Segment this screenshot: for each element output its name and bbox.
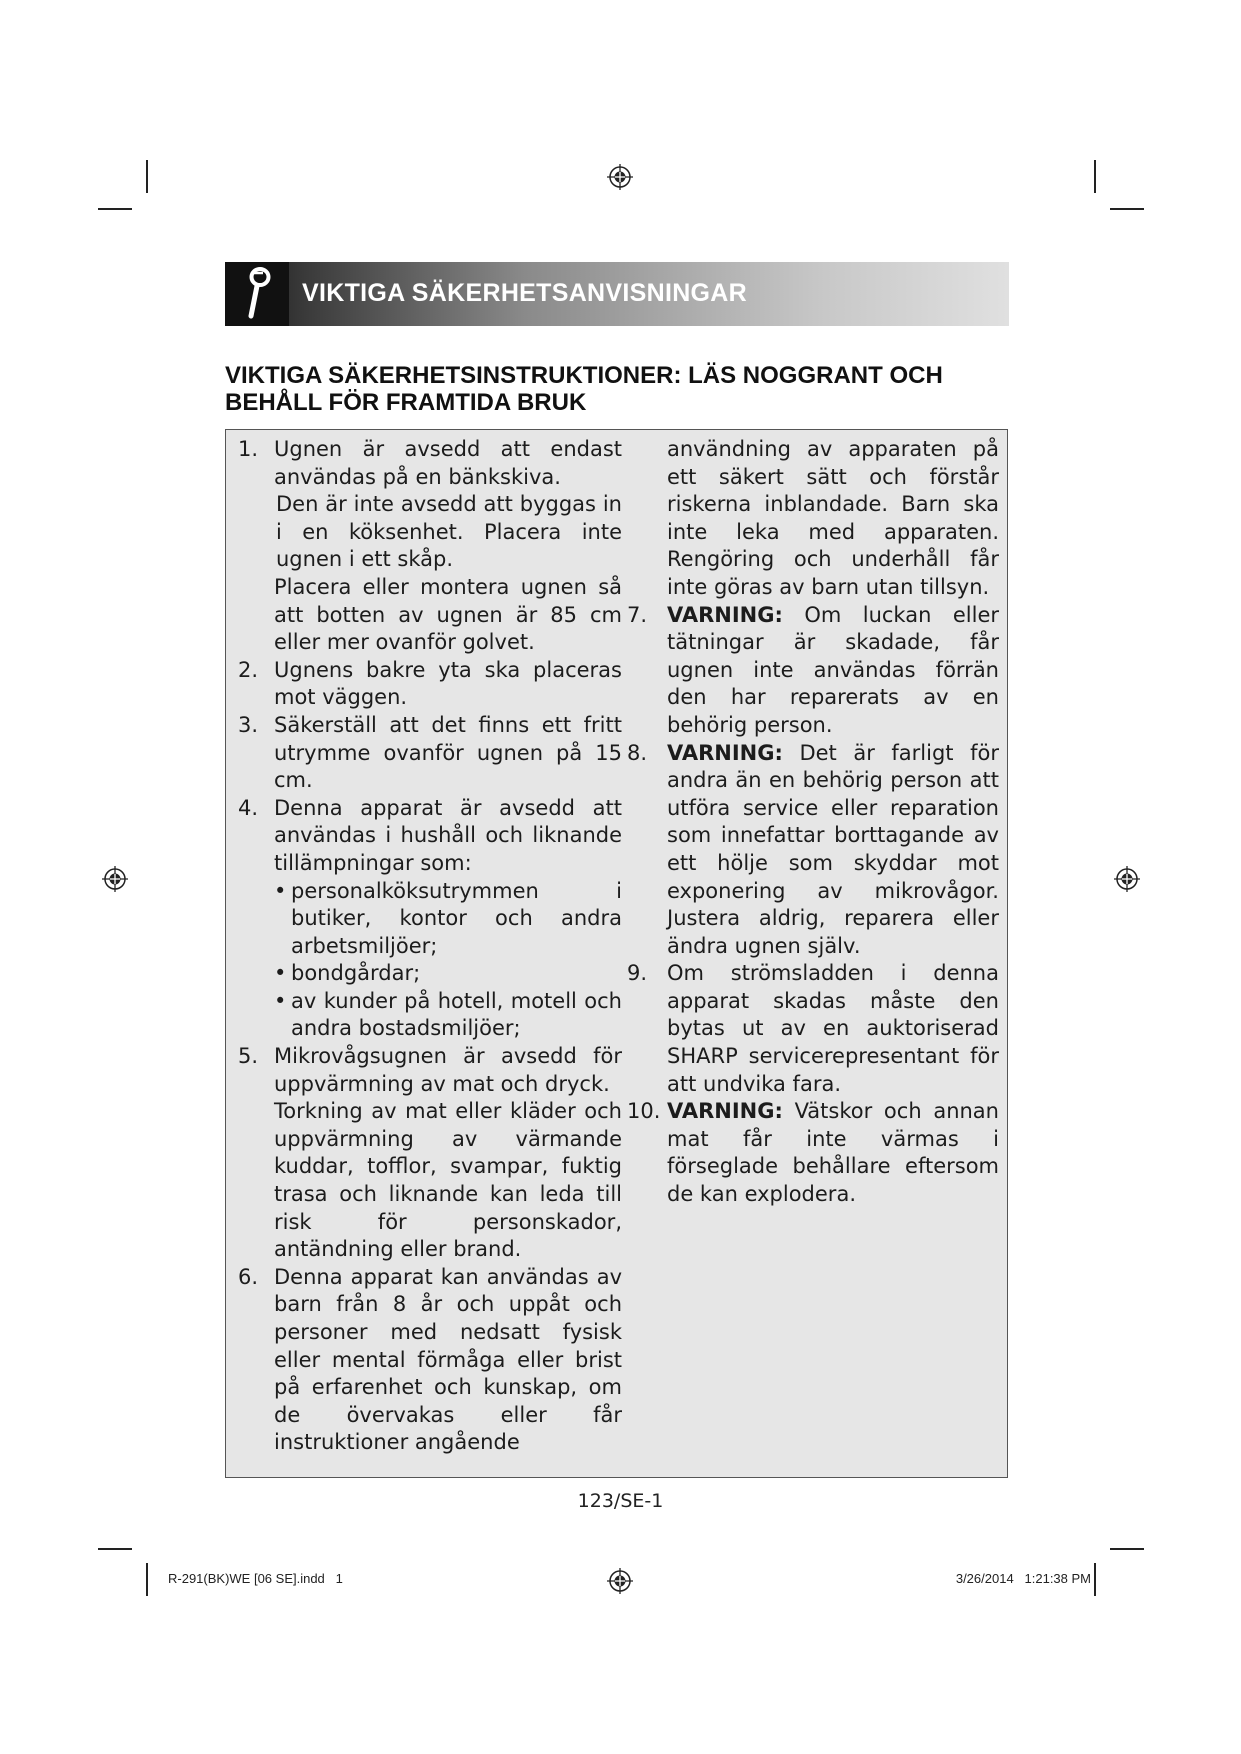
item-text: Det är farligt för andra än en behörig person att utföra service eller reparation som innefattar borttagande av ett hölje som skyddar mot exponering av mikrovågor. Justera aldrig, reparera eller ändra ugnen själv. (667, 740, 999, 958)
item-number: 3. (238, 712, 259, 737)
warning-label: VARNING: (667, 602, 783, 627)
item-number: 2. (238, 657, 259, 682)
right-column (627, 436, 999, 1209)
item-number: 7. (627, 602, 648, 627)
crop-mark-top-left-vertical (146, 160, 148, 193)
item-number: 8. (627, 740, 648, 765)
banner-title: VIKTIGA SÄKERHETSANVISNINGAR (302, 279, 748, 307)
instruction-item-9 (627, 960, 999, 1098)
warning-label: VARNING: (667, 740, 783, 765)
crop-mark-bottom-left-vertical (146, 1563, 148, 1596)
crop-mark-top-left-horizontal (98, 208, 132, 210)
item-number: 4. (238, 795, 259, 820)
instruction-item-6 (238, 1264, 622, 1457)
bullet-item: • bondgårdar; (274, 961, 421, 986)
bullet-text: bondgårdar; (291, 961, 421, 986)
item-text: Vätskor och annan mat får inte värmas i förseglade behållare eftersom de kan explodera. (667, 1099, 999, 1207)
item-text: Om strömsladden i denna apparat skadas måste den bytas ut av en auktoriserad SHARP servicerepresentant för att undvika fara. (667, 961, 999, 1096)
item-text: Ugnens bakre yta ska placeras mot väggen. (274, 657, 622, 710)
bullet-text: personalköksutrymmen i butiker, kontor och andra arbetsmiljöer; (291, 878, 622, 958)
footer-timestamp: 3/26/2014 1:21:38 PM (955, 1571, 1091, 1586)
crop-mark-bottom-right-horizontal (1110, 1548, 1144, 1550)
left-column (238, 436, 622, 1457)
item-number: 6. (238, 1264, 259, 1289)
item-text: Ugnen är avsedd att endast användas på en bänkskiva. (274, 437, 622, 489)
crop-mark-top-right-vertical (1094, 160, 1096, 193)
page-subheading: VIKTIGA SÄKERHETSINSTRUKTIONER: LÄS NOGGRANT OCH BEHÅLL FÖR FRAMTIDA BRUK (225, 362, 943, 416)
bullet-item: • av kunder på hotell, motell och andra bostadsmiljöer; (274, 988, 622, 1041)
instruction-item-8 (627, 740, 999, 961)
footer-file-name: R-291(BK)WE [06 SE].indd 1 (168, 1571, 343, 1586)
item-text: Den är inte avsedd att byggas in i en köksenhet. Placera inte ugnen i ett skåp. (276, 492, 622, 572)
warning-exclamation-icon (225, 262, 289, 326)
item-text: Säkerställ att det finns ett fritt utrymme ovanför ugnen på 15 cm. (274, 712, 622, 793)
instruction-item-5 (238, 1043, 622, 1264)
instruction-item-7 (627, 602, 999, 740)
crop-mark-top-right-horizontal (1110, 208, 1144, 210)
item-text: Torkning av mat eller kläder och uppvärmning av värmande kuddar, tofflor, svampar, fuktig trasa och liknande kan leda till risk för personskador, antändning eller brand. (274, 1099, 622, 1262)
item-number: 1. (238, 437, 259, 461)
instruction-item-4 (238, 795, 622, 1043)
instruction-item-10 (627, 1098, 999, 1208)
item-text: Om luckan eller tätningar är skadade, får ugnen inte användas förrän den har reparerats av en behörig person. (667, 602, 999, 737)
warning-label: VARNING: (667, 1099, 783, 1124)
registration-mark-icon (1114, 866, 1140, 892)
item-text: Denna apparat är avsedd att användas i hushåll och liknande tillämpningar som: (274, 795, 622, 875)
bullet-text: av kunder på hotell, motell och andra bostadsmiljöer; (291, 988, 622, 1041)
crop-mark-bottom-right-vertical (1094, 1563, 1096, 1596)
instruction-item-3 (238, 712, 622, 795)
page-number: 123/SE-1 (577, 1490, 664, 1512)
item-number: 10. (627, 1099, 661, 1124)
registration-mark-icon (607, 1568, 633, 1594)
instruction-item-1 (238, 436, 622, 657)
registration-mark-icon (102, 866, 128, 892)
registration-mark-icon (607, 164, 633, 190)
instruction-item-2 (238, 657, 622, 712)
instruction-item-6-continued: användning av apparaten på ett säkert sätt och förstår riskerna inblandade. Barn ska inte leka med apparaten. Rengöring och underhåll får inte göras av barn utan tillsyn. (667, 437, 999, 599)
section-banner (225, 262, 1009, 326)
item-text: Denna apparat kan användas av barn från 8 år och uppåt och personer med nedsatt fysisk eller mental förmåga eller brist på erfarenhet och kunskap, om de övervakas eller får instruktioner angående (274, 1264, 622, 1455)
crop-mark-bottom-left-horizontal (98, 1548, 132, 1550)
bullet-item: • personalköksutrymmen i butiker, kontor och andra arbetsmiljöer; (274, 878, 622, 958)
item-number: 9. (627, 961, 648, 986)
item-text: Mikrovågsugnen är avsedd för uppvärmning av mat och dryck. (274, 1044, 622, 1096)
item-text: Placera eller montera ugnen så att botten av ugnen är 85 cm eller mer ovanför golvet. (274, 574, 622, 655)
item-number: 5. (238, 1044, 259, 1069)
